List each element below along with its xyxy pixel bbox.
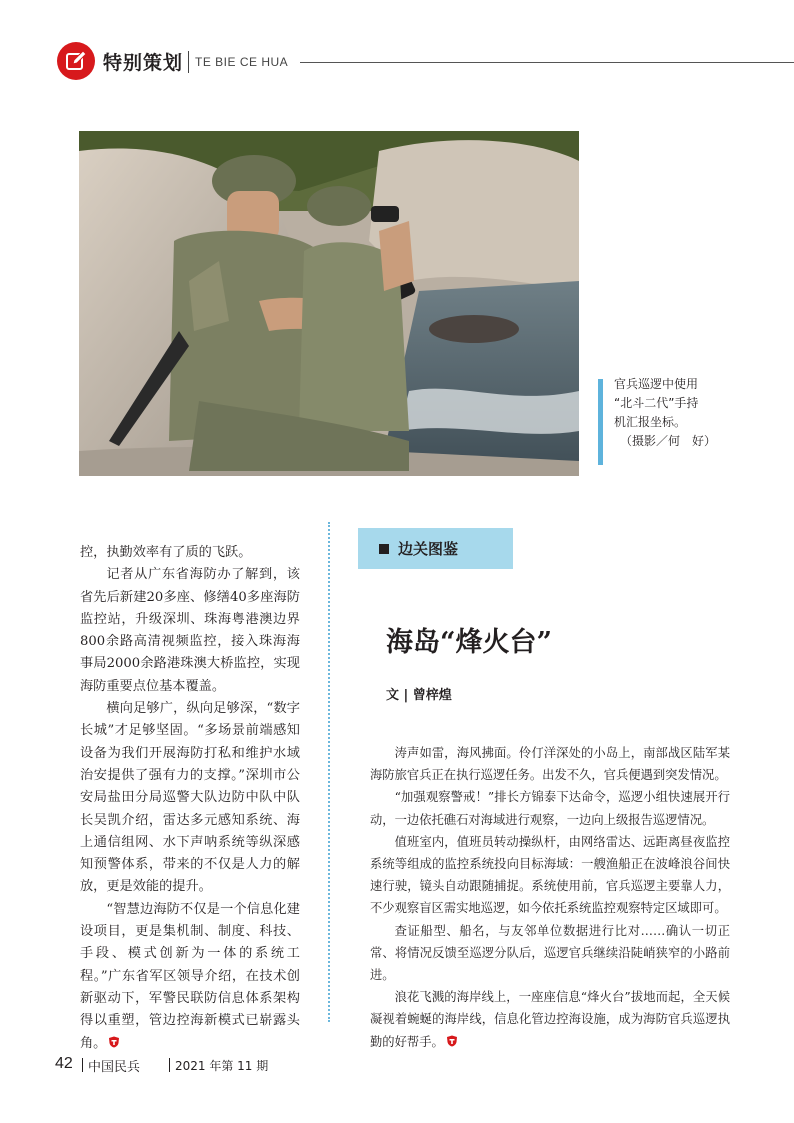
photo-caption (614, 375, 734, 451)
footer-divider (169, 1058, 170, 1072)
page-header (55, 42, 794, 86)
left-column-text (80, 542, 300, 1055)
issue-number: 2021 年第 11 期 (175, 1059, 269, 1073)
right-column-text (370, 742, 730, 1053)
column-divider (328, 522, 330, 1022)
header-rule (300, 62, 794, 63)
article-title: 海岛“烽火台” (386, 627, 553, 658)
footer-divider (82, 1058, 83, 1072)
paragraph-text: 浪花飞溅的海岸线上，一座座信息“烽火台”拔地而起，全天候凝视着蜿蜒的海岸线，信息化管边控海设施，成为海防官兵巡逻执勤的好帮手。 (370, 990, 730, 1049)
caption-line: （摄影／何 好） (620, 434, 717, 448)
section-pinyin: TE BIE CE HUA (195, 55, 289, 69)
column-tag (358, 528, 513, 569)
page-number: 42 (55, 1055, 73, 1072)
paragraph: 涛声如雷，海风拂面。伶仃洋深处的小岛上，南部战区陆军某海防旅官兵正在执行巡逻任务。出发不久，官兵便遇到突发情况。 (370, 746, 730, 783)
paragraph: “加强观察警戒！”排长方锦泰下达命令，巡逻小组快速展开行动，一边依托礁石对海域进行观察，一边向上级报告巡逻情况。 (370, 790, 730, 827)
paragraph: 记者从广东省海防办了解到，该省先后新建20多座、修缮40多座海防监控站，升级深圳、珠海粤港澳边界800余路高清视频监控，接入珠海海事局2000余路港珠澳大桥监控，实现海防重要点位基本覆盖。 (80, 567, 300, 694)
shield-end-mark-icon (446, 1035, 458, 1047)
header-divider (188, 51, 189, 73)
caption-line: 官兵巡逻中使用 (614, 377, 699, 391)
paragraph: 控，执勤效率有了质的飞跃。 (80, 545, 252, 560)
paragraph (80, 899, 300, 1055)
caption-line: “北斗二代”手持 (614, 396, 699, 410)
pencil-square-icon (57, 42, 95, 80)
section-title: 特别策划 (103, 52, 184, 74)
paragraph: 横向足够广，纵向足够深，“数字长城”才足够坚固。“多场景前端感知设备为我们开展海防打私和维护水域治安提供了强有力的支撑。”深圳市公安局盐田分局巡警大队边防中队中队长吴凯介绍，雷达多元感知系统、海上通信组网、水下声呐系统等纵深感知预警体系，带来的不仅是人力的解放，更是效能的提升。 (80, 701, 300, 895)
tag-square-icon (379, 544, 389, 554)
shield-end-mark-icon (108, 1036, 120, 1048)
paragraph: 值班室内，值班员转动操纵杆，由网络雷达、远距离昼夜监控系统等组成的监控系统投向目标海域：一艘渔船正在波峰浪谷间快速行驶，镜头自动跟随捕捉。系统使用前，官兵巡逻主要靠人力，不少观察盲区需实地巡逻，如今依托系统监控观察特定区域即可。 (370, 834, 730, 916)
paragraph: 查证船型、船名，与友邻单位数据进行比对……确认一切正常、将情况反馈至巡逻分队后，巡逻官兵继续沿陡峭狭窄的小路前进。 (370, 923, 730, 983)
caption-accent-bar (598, 379, 603, 465)
caption-line: 机汇报坐标。 (614, 415, 687, 429)
paragraph (370, 986, 730, 1053)
magazine-name: 中国民兵 (88, 1060, 141, 1075)
tag-label: 边关图鉴 (398, 540, 459, 558)
soldiers-photo (79, 131, 579, 476)
paragraph-text: “智慧边海防不仅是一个信息化建设项目，更是集机制、制度、科技、手段、模式创新为一体的系统工程。”广东省军区领导介绍，在技术创新驱动下，军警民联防信息体系架构得以重塑，管边控海新模式已崭露头角。 (80, 901, 300, 1051)
byline: 文 | 曾梓煌 (386, 688, 452, 703)
